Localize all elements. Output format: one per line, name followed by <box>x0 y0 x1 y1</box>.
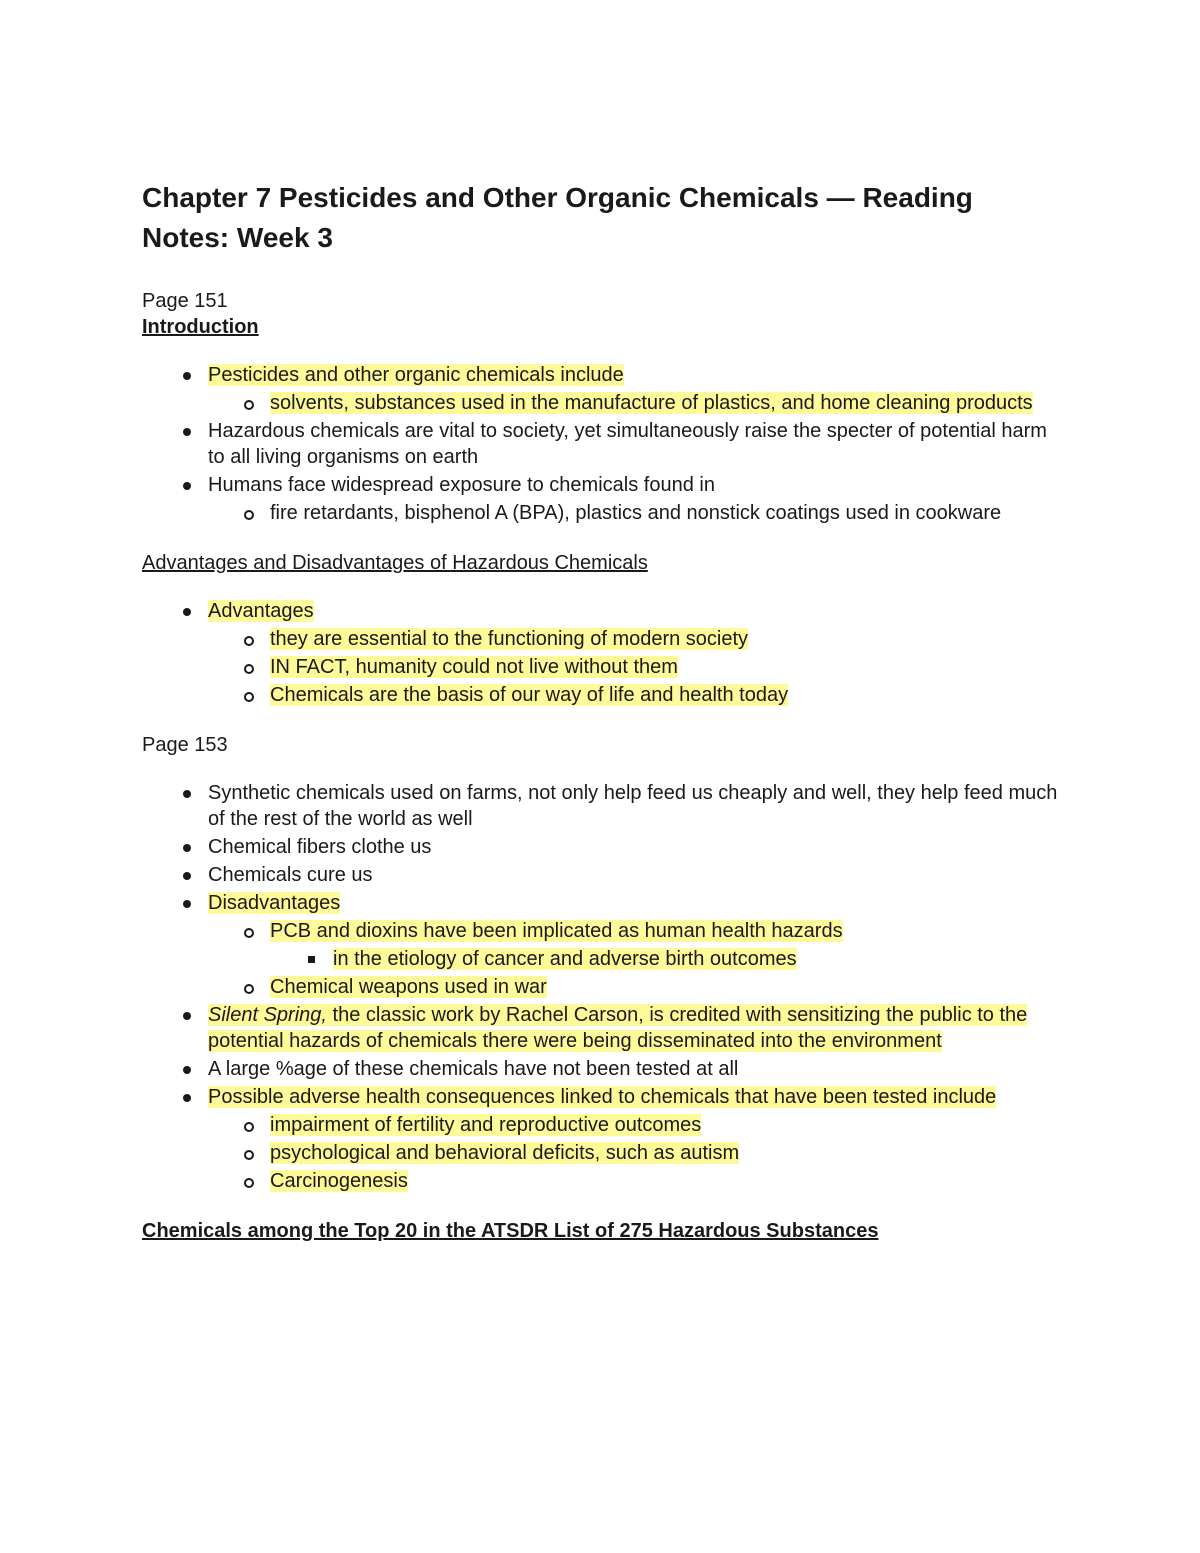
filled-bullet-icon <box>183 482 191 490</box>
list-item <box>142 472 1062 498</box>
filled-bullet-icon <box>183 428 191 436</box>
hollow-bullet-icon <box>244 1122 254 1132</box>
section-heading-atsdr: Chemicals among the Top 20 in the ATSDR List of 275 Hazardous Substances <box>142 1220 879 1242</box>
list-item <box>142 598 1062 624</box>
list-item <box>142 1084 1062 1110</box>
hollow-bullet-icon <box>244 636 254 646</box>
filled-bullet-icon <box>183 844 191 852</box>
list-item <box>142 626 1062 652</box>
filled-bullet-icon <box>183 1066 191 1074</box>
list-item-text: Disadvantages <box>208 892 341 914</box>
section-heading-advantages-disadvantages: Advantages and Disadvantages of Hazardous Chemicals <box>142 552 648 574</box>
list-item <box>142 946 1062 972</box>
hollow-bullet-icon <box>244 1178 254 1188</box>
list-item-text: fire retardants, bisphenol A (BPA), plastics and nonstick coatings used in cookware <box>270 502 1002 524</box>
page-number-151: Page 151 <box>142 290 228 312</box>
list-item-text: Pesticides and other organic chemicals include <box>208 364 624 386</box>
filled-bullet-icon <box>183 872 191 880</box>
introduction-list <box>142 362 1062 526</box>
list-item <box>142 1140 1062 1166</box>
list-item-text: impairment of fertility and reproductive outcomes <box>270 1114 702 1136</box>
list-item-text: Possible adverse health consequences linked to chemicals that have been tested include <box>208 1086 997 1108</box>
section-heading-introduction: Introduction <box>142 316 259 338</box>
list-item <box>142 780 1062 832</box>
list-item-text: IN FACT, humanity could not live without them <box>270 656 678 678</box>
list-item <box>142 362 1062 388</box>
list-item-text: solvents, substances used in the manufacture of plastics, and home cleaning products <box>270 392 1033 414</box>
hollow-bullet-icon <box>244 400 254 410</box>
list-item-text: Advantages <box>208 600 314 622</box>
list-item <box>142 500 1062 526</box>
list-item-text-rest: the classic work by Rachel Carson, is credited with sensitizing the public to the potential hazards of chemicals there were being disseminated into the environment <box>208 1004 1028 1052</box>
filled-bullet-icon <box>183 372 191 380</box>
book-title-silent-spring: Silent Spring, <box>208 1004 327 1026</box>
hollow-bullet-icon <box>244 928 254 938</box>
list-item-text: Hazardous chemicals are vital to society, yet simultaneously raise the specter of potential harm to all living organisms on earth <box>208 420 1047 468</box>
list-item <box>142 918 1062 944</box>
list-item-text: Synthetic chemicals used on farms, not only help feed us cheaply and well, they help feed much of the rest of the world as well <box>208 782 1058 830</box>
filled-bullet-icon <box>183 790 191 798</box>
list-item-text: PCB and dioxins have been implicated as human health hazards <box>270 920 843 942</box>
list-item <box>142 1112 1062 1138</box>
list-item-text: Chemical fibers clothe us <box>208 836 432 858</box>
list-item <box>142 1056 1062 1082</box>
hollow-bullet-icon <box>244 692 254 702</box>
notes-content <box>142 178 1062 1244</box>
page-number-153: Page 153 <box>142 734 228 756</box>
list-item <box>142 682 1062 708</box>
hollow-bullet-icon <box>244 984 254 994</box>
advantages-list <box>142 598 1062 708</box>
hollow-bullet-icon <box>244 664 254 674</box>
list-item <box>142 1002 1062 1054</box>
list-item-text: Chemicals cure us <box>208 864 373 886</box>
filled-bullet-icon <box>183 1094 191 1102</box>
hollow-bullet-icon <box>244 1150 254 1160</box>
hollow-bullet-icon <box>244 510 254 520</box>
list-item <box>142 390 1062 416</box>
list-item <box>142 890 1062 916</box>
square-bullet-icon <box>308 956 315 963</box>
list-item-text: they are essential to the functioning of modern society <box>270 628 749 650</box>
list-item-text: A large %age of these chemicals have not been tested at all <box>208 1058 739 1080</box>
filled-bullet-icon <box>183 608 191 616</box>
list-item <box>142 1168 1062 1194</box>
list-item-text: Chemical weapons used in war <box>270 976 547 998</box>
list-item <box>142 862 1062 888</box>
page-153-list <box>142 780 1062 1194</box>
list-item <box>142 834 1062 860</box>
list-item <box>142 974 1062 1000</box>
list-item <box>142 418 1062 470</box>
list-item <box>142 654 1062 680</box>
list-item-text: Carcinogenesis <box>270 1170 408 1192</box>
list-item-text: Chemicals are the basis of our way of life and health today <box>270 684 789 706</box>
list-item-text: Humans face widespread exposure to chemicals found in <box>208 474 715 496</box>
page-title: Chapter 7 Pesticides and Other Organic Chemicals — Reading Notes: Week 3 <box>142 182 973 253</box>
list-item-text <box>208 1004 1027 1052</box>
list-item-text: in the etiology of cancer and adverse birth outcomes <box>333 948 797 970</box>
list-item-text: psychological and behavioral deficits, such as autism <box>270 1142 740 1164</box>
filled-bullet-icon <box>183 1012 191 1020</box>
filled-bullet-icon <box>183 900 191 908</box>
